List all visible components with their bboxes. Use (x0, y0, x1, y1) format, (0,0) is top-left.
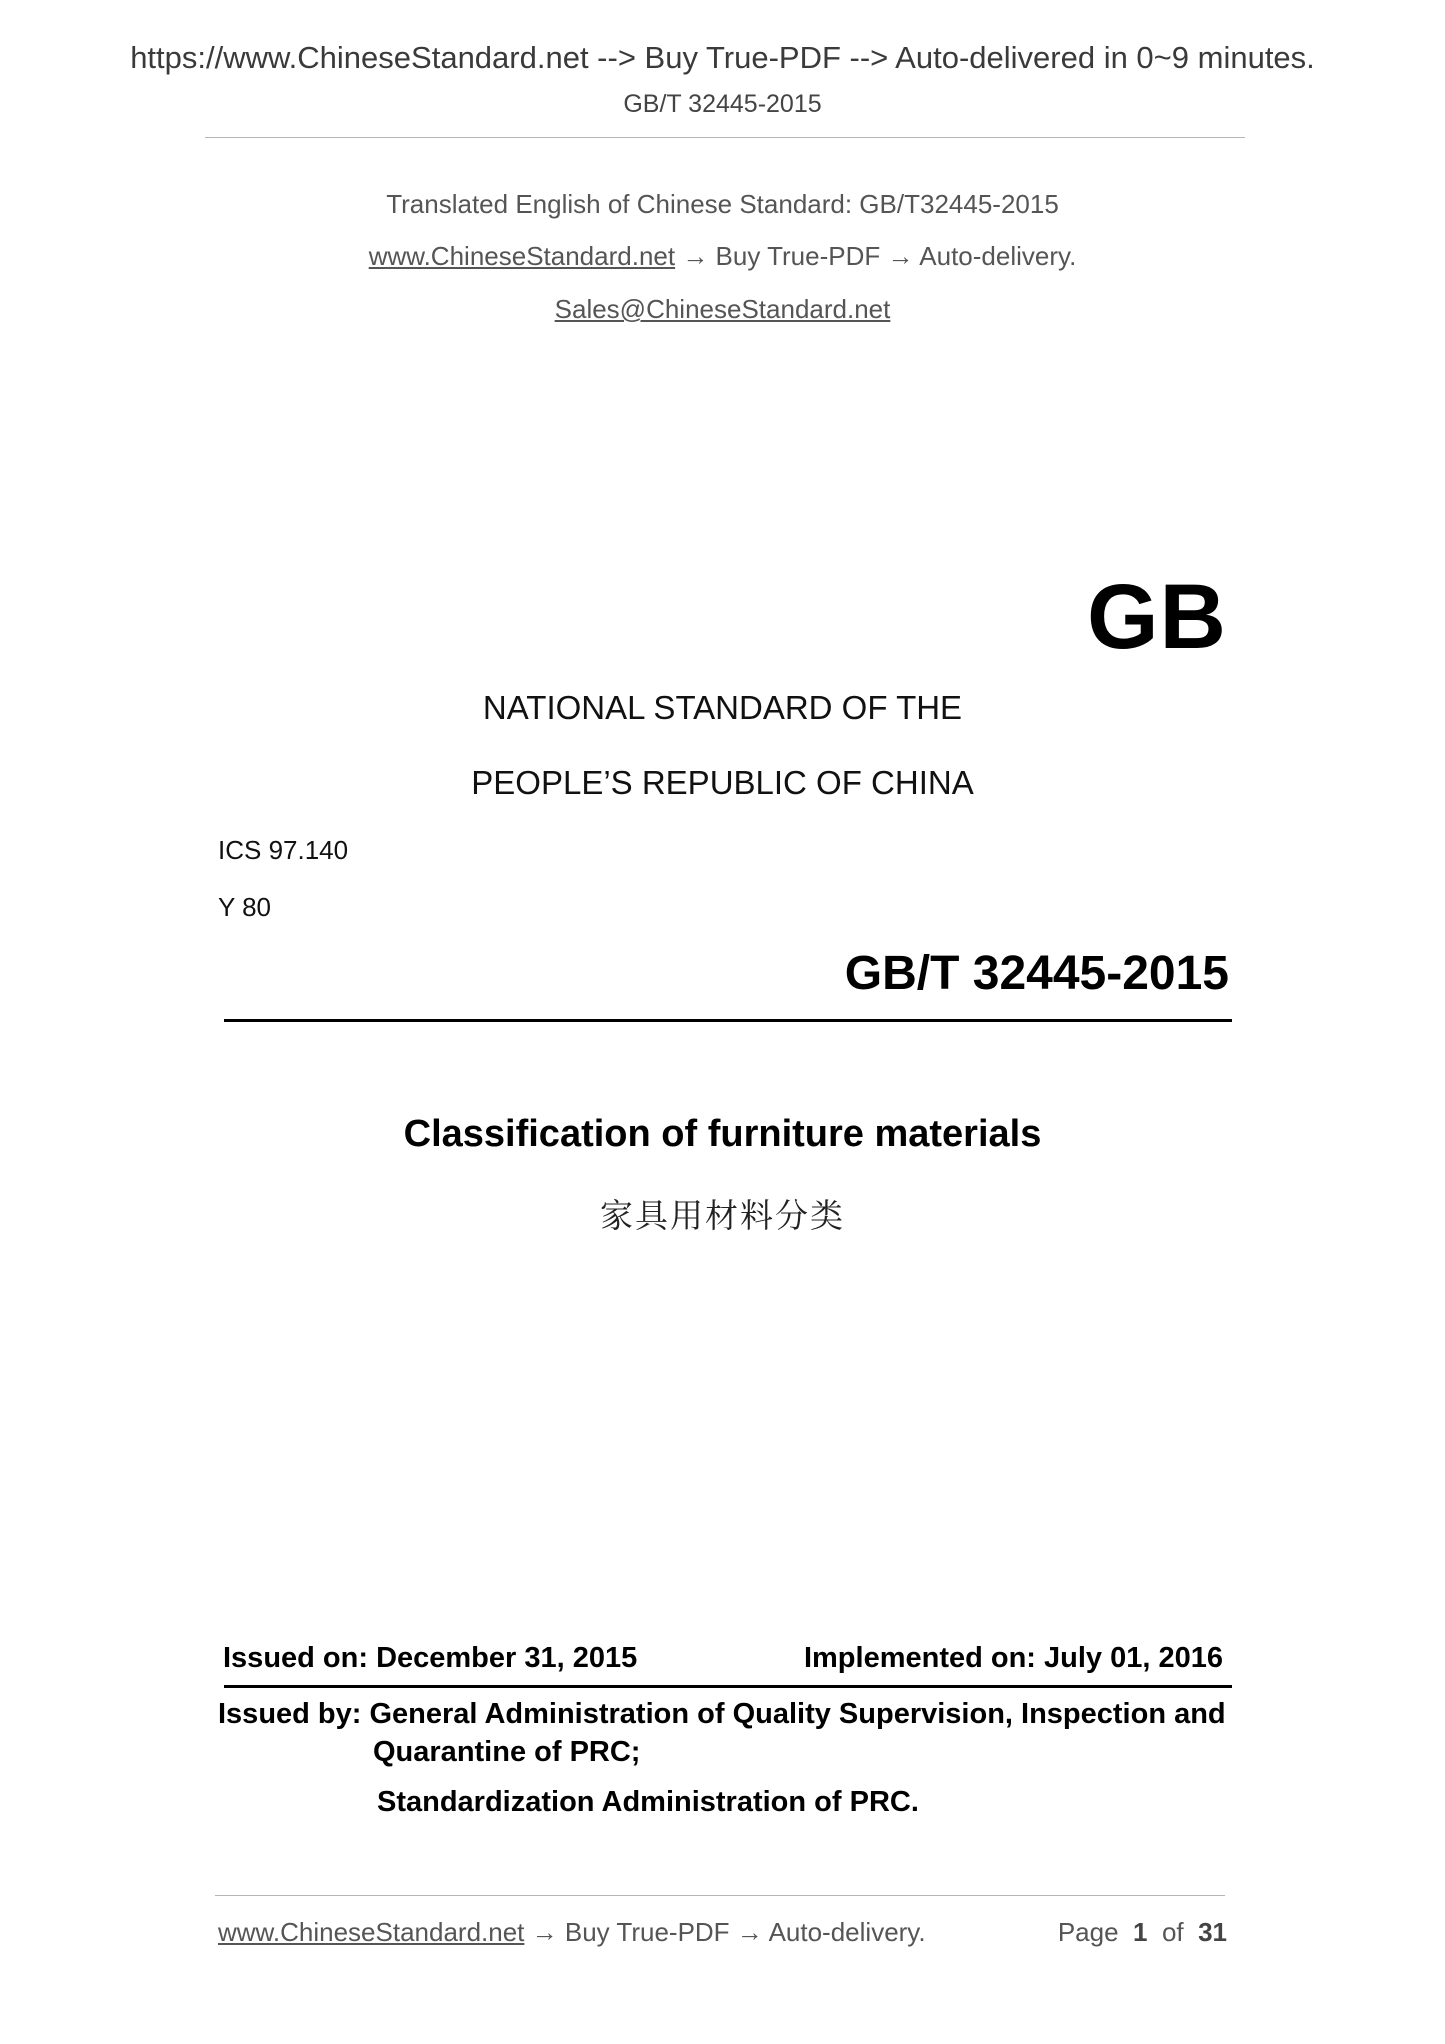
footer-site-link[interactable]: www.ChineseStandard.net (218, 1917, 525, 1947)
national-standard-line-1: NATIONAL STANDARD OF THE (482, 689, 963, 726)
header-divider (205, 137, 1245, 138)
issued-by-continuation: Quarantine of PRC; (373, 1736, 641, 1768)
page-total: 31 (1198, 1917, 1227, 1947)
sales-line (0, 294, 1445, 325)
title-chinese: 家具用材料分类 (600, 1197, 845, 1234)
issued-on-date: Issued on: December 31, 2015 (223, 1642, 638, 1674)
page-word: Page (1057, 1917, 1119, 1947)
gb-logo: GB (1087, 566, 1227, 668)
footer-divider (215, 1895, 1225, 1896)
header-url-line: https://www.ChineseStandard.net --> Buy True-PDF --> Auto-delivered in 0~9 minutes. (130, 40, 1315, 75)
site-link[interactable]: www.ChineseStandard.net (368, 241, 676, 271)
page-number: 1 (1133, 1917, 1148, 1947)
footer-promo-text: → Buy True-PDF → Auto-delivery. (524, 1917, 926, 1947)
title-english: Classification of furniture materials (403, 1113, 1042, 1155)
translated-notice: Translated English of Chinese Standard: GB/T32445-2015 (386, 189, 1059, 219)
footer-promo (218, 1917, 926, 1948)
issued-by-line: Issued by: General Administration of Quality Supervision, Inspection and (218, 1698, 1226, 1730)
of-word: of (1161, 1917, 1184, 1947)
dates-rule (224, 1685, 1232, 1688)
promo-line (0, 241, 1445, 272)
standard-number: GB/T 32445-2015 (844, 947, 1229, 1000)
ics-code: ICS 97.140 (218, 835, 349, 865)
ccs-code: Y 80 (218, 892, 272, 922)
header-standard-code: GB/T 32445-2015 (623, 90, 822, 118)
national-standard-line-2: PEOPLE’S REPUBLIC OF CHINA (471, 764, 974, 801)
issuer-sac: Standardization Administration of PRC. (377, 1786, 919, 1818)
standard-number-rule (224, 1019, 1232, 1022)
promo-text: → Buy True-PDF → Auto-delivery. (675, 241, 1077, 271)
implemented-on-date: Implemented on: July 01, 2016 (803, 1642, 1223, 1674)
page-indicator (1058, 1917, 1227, 1948)
sales-email-link[interactable]: Sales@ChineseStandard.net (554, 294, 891, 324)
